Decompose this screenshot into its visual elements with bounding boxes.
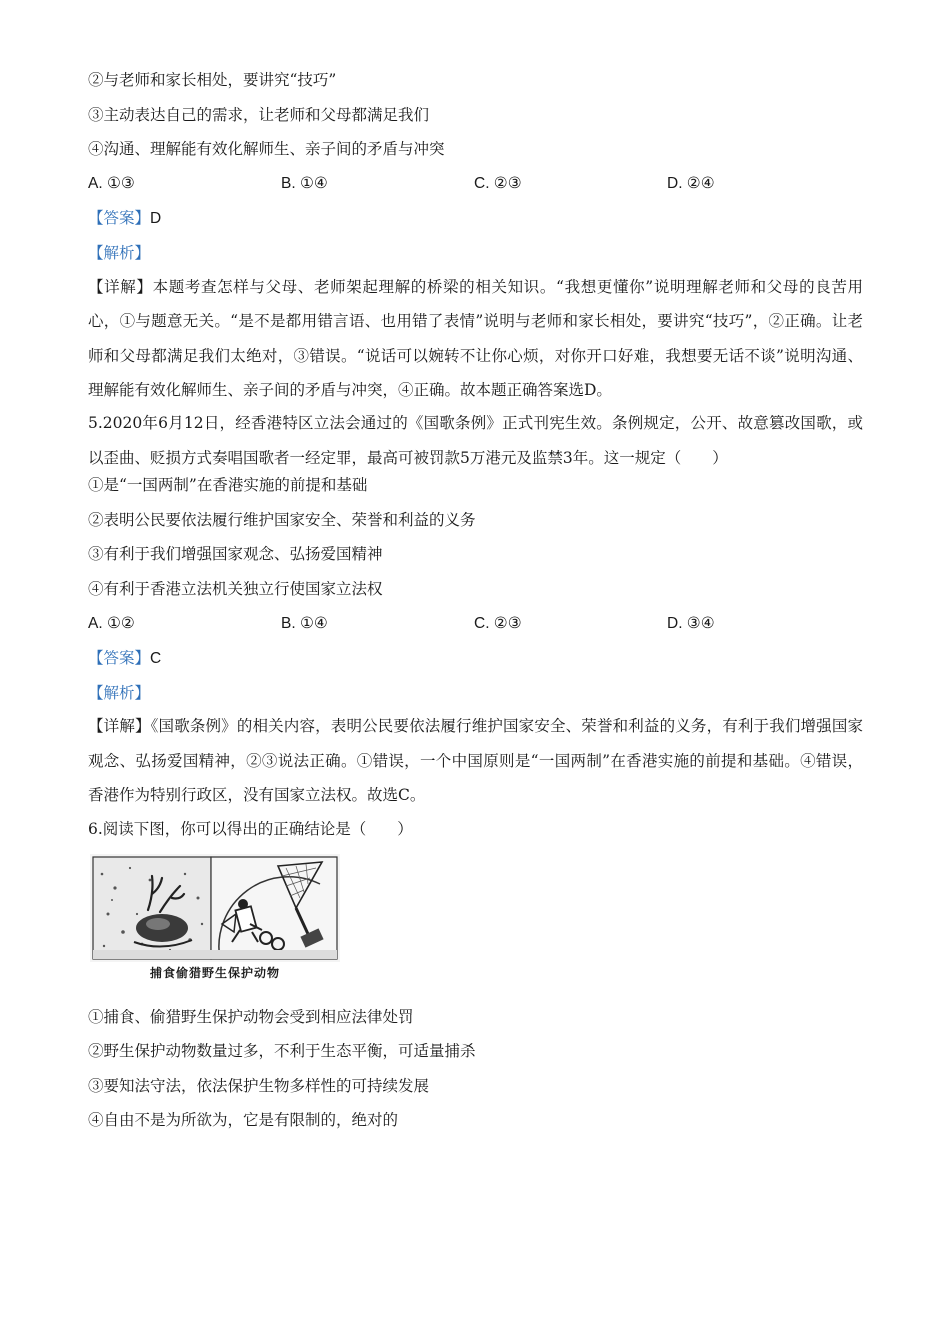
q4-statement-4: ④沟通、理解能有效化解师生、亲子间的矛盾与冲突	[88, 140, 445, 159]
q4-option-b: B. ①④	[281, 174, 328, 192]
q5-analysis-tag: 【解析】	[88, 683, 151, 702]
q5-option-d: D. ③④	[667, 614, 715, 632]
q4-answer: D	[150, 210, 162, 228]
q5-option-b: B. ①④	[281, 614, 328, 632]
q5-statement-3: ③有利于我们增强国家观念、弘扬爱国精神	[88, 545, 383, 564]
q4-answer-tag: 【答案】	[88, 209, 151, 228]
q4-option-c: C. ②③	[474, 174, 522, 192]
q4-analysis-tag: 【解析】	[88, 243, 151, 262]
q4-detail	[88, 270, 863, 408]
q6-figure-caption: 捕食偷猎野生保护动物	[149, 965, 280, 980]
q5-statement-1: ①是“一国两制”在香港实施的前提和基础	[88, 476, 368, 495]
q5-options	[88, 614, 863, 634]
q6-statement-4: ④自由不是为所欲为，它是有限制的，绝对的	[88, 1111, 399, 1130]
q4-option-a: A. ①③	[88, 174, 135, 192]
q4-answer-line	[88, 208, 863, 228]
q5-detail	[88, 709, 863, 813]
q5-stem: 5.2020年6月12日，经香港特区立法会通过的《国歌条例》正式刊宪生效。条例规定，公开、故意篡改国歌，或以歪曲、贬损方式奏唱国歌者一经定罪，最高可被罚款5万港元及监禁3年。这一规定（ ）	[88, 413, 863, 467]
q5-statement-4: ④有利于香港立法机关独立行使国家立法权	[88, 579, 383, 598]
q5-answer-tag: 【答案】	[88, 649, 151, 668]
q6-stem: 6.阅读下图，你可以得出的正确结论是（ ）	[88, 820, 413, 839]
q5-option-a: A. ①②	[88, 614, 135, 632]
q4-statement-2: ②与老师和家长相处，要讲究“技巧”	[88, 71, 337, 89]
q5-answer-line	[88, 648, 863, 668]
q5-statement-2: ②表明公民要依法履行维护国家安全、荣誉和利益的义务	[88, 510, 476, 529]
q5-detail-tag: 【详解】	[88, 717, 151, 736]
q4-detail-tag: 【详解】	[88, 277, 153, 296]
document-page	[88, 70, 863, 1145]
q5-detail-text: 《国歌条例》的相关内容，表明公民要依法履行维护国家安全、荣誉和利益的义务，有利于我们增强国家观念、弘扬爱国精神，②③说法正确。①错误，一个中国原则是“一国两制”在香港实施的前提和基础。④错误，香港作为特别行政区，没有国家立法权。故选C。	[88, 717, 863, 805]
cartoon-image	[90, 854, 340, 962]
q6-statement-3: ③要知法守法，依法保护生物多样性的可持续发展	[88, 1076, 430, 1095]
q4-options	[88, 174, 863, 194]
q6-statement-2: ②野生保护动物数量过多，不利于生态平衡，可适量捕杀	[88, 1042, 476, 1061]
q5-answer: C	[150, 650, 162, 668]
q6-statement-1: ①捕食、偷猎野生保护动物会受到相应法律处罚	[88, 1007, 414, 1026]
q4-option-d: D. ②④	[667, 174, 715, 192]
q6-cartoon-figure	[90, 854, 340, 981]
q4-detail-text: 本题考查怎样与父母、老师架起理解的桥梁的相关知识。“我想更懂你”说明理解老师和父母的良苦用心，①与题意无关。“是不是都用错言语、也用错了表情”说明与老师和家长相处，要讲究“技巧”，②正确。让老师和父母都满足我们太绝对，③错误。“说话可以婉转不让你心烦，对你开口好难，我想要无话不谈”说明沟通、理解能有效化解师生、亲子间的矛盾与冲突，④正确。故本题正确答案选D。	[88, 277, 863, 400]
q4-statement-3: ③主动表达自己的需求，让老师和父母都满足我们	[88, 105, 430, 124]
q5-option-c: C. ②③	[474, 614, 522, 632]
